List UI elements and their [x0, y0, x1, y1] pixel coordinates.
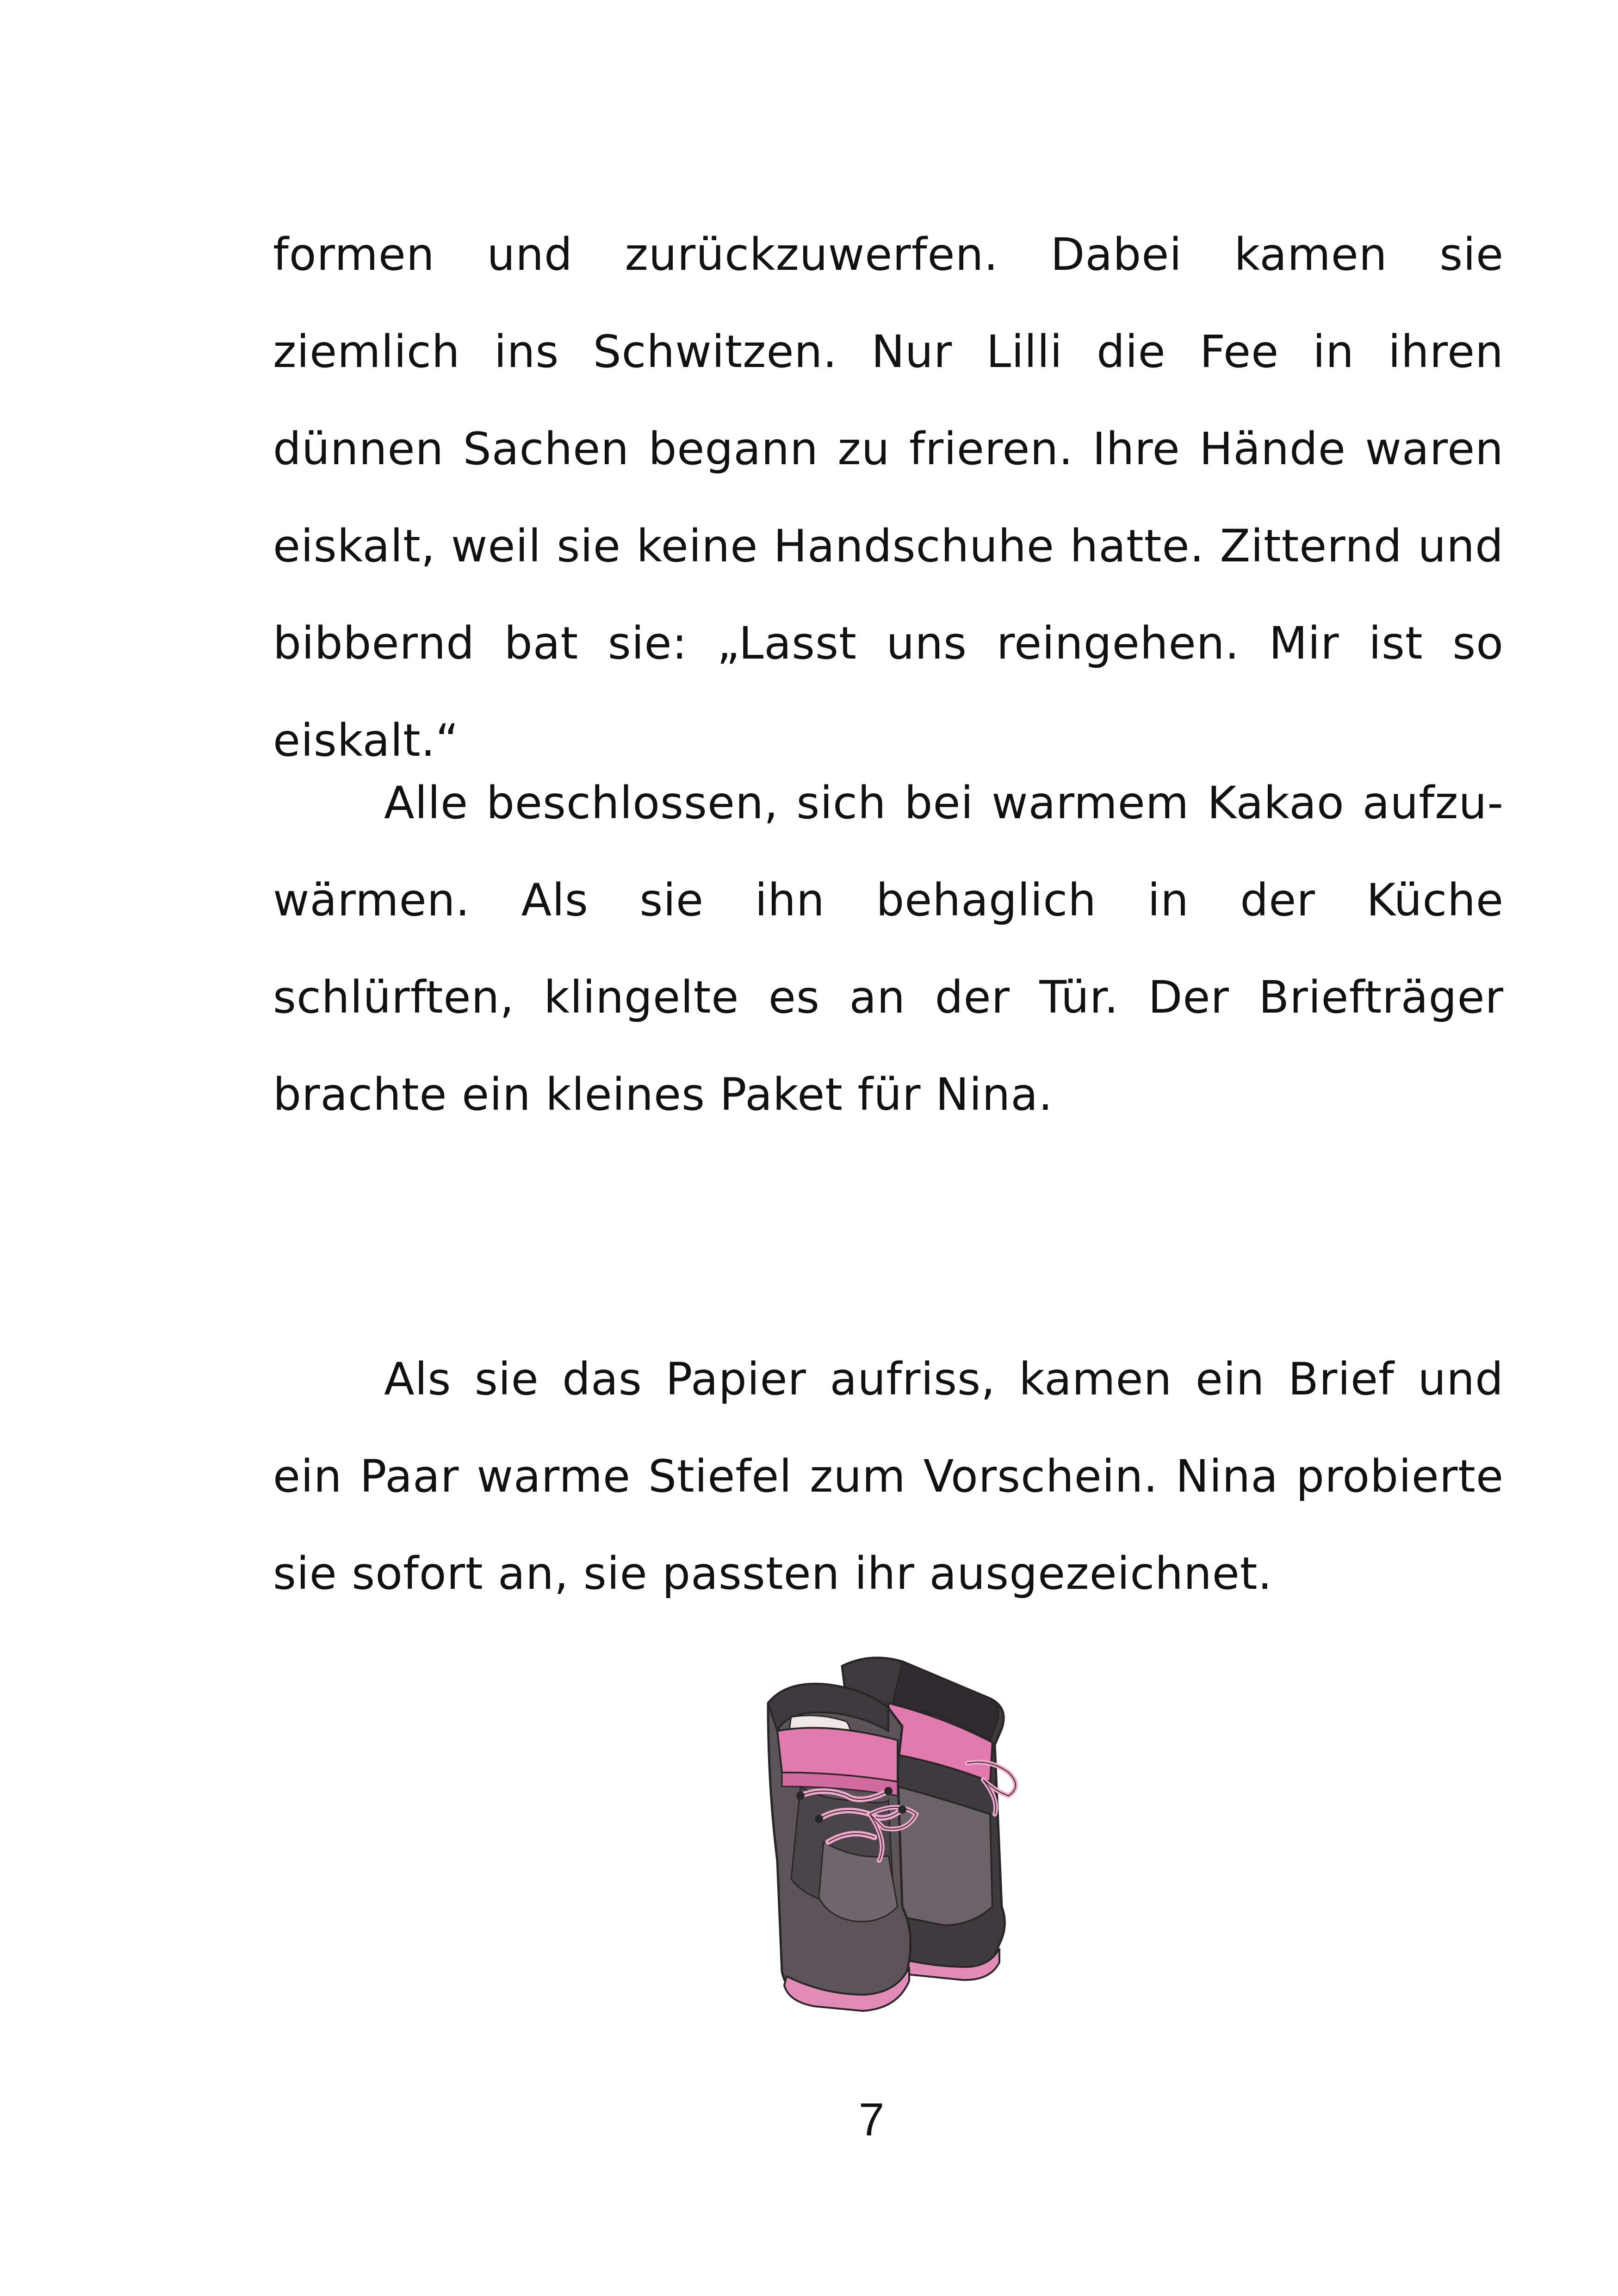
front-boot [768, 1684, 916, 2011]
story-paragraph-3 [273, 1331, 1504, 1622]
story-paragraph-2 [273, 754, 1504, 1143]
paragraph-text: Als sie das Papier aufriss, kamen ein Brief und ein Paar warme Stiefel zum Vorschein. Nina probierte sie sofort an, sie passten ihr ausgezeichnet. [273, 1353, 1504, 1599]
paragraph-text: formen und zurückzuwerfen. Dabei kamen sie ziemlich ins Schwitzen. Nur Lilli die Fee in ihren dünnen Sachen begann zu frieren. Ihre Hände waren eiskalt, weil sie keine Handschuhe hatte. Zitternd und bibbernd bat sie: „Lasst uns reingehen. Mir ist so eiskalt.“ [273, 229, 1504, 766]
winter-boots-icon [750, 1648, 1046, 2027]
story-paragraph-1 [273, 206, 1504, 789]
paragraph-text: Alle beschlossen, sich bei warmem Kakao aufzu-wärmen. Als sie ihn behaglich in der Küche schlürften, klingelte es an der Tür. Der Briefträger brachte ein kleines Paket für Nina. [273, 777, 1504, 1120]
page-number: 7 [858, 2094, 885, 2146]
winter-boots-illustration [750, 1648, 1046, 2027]
